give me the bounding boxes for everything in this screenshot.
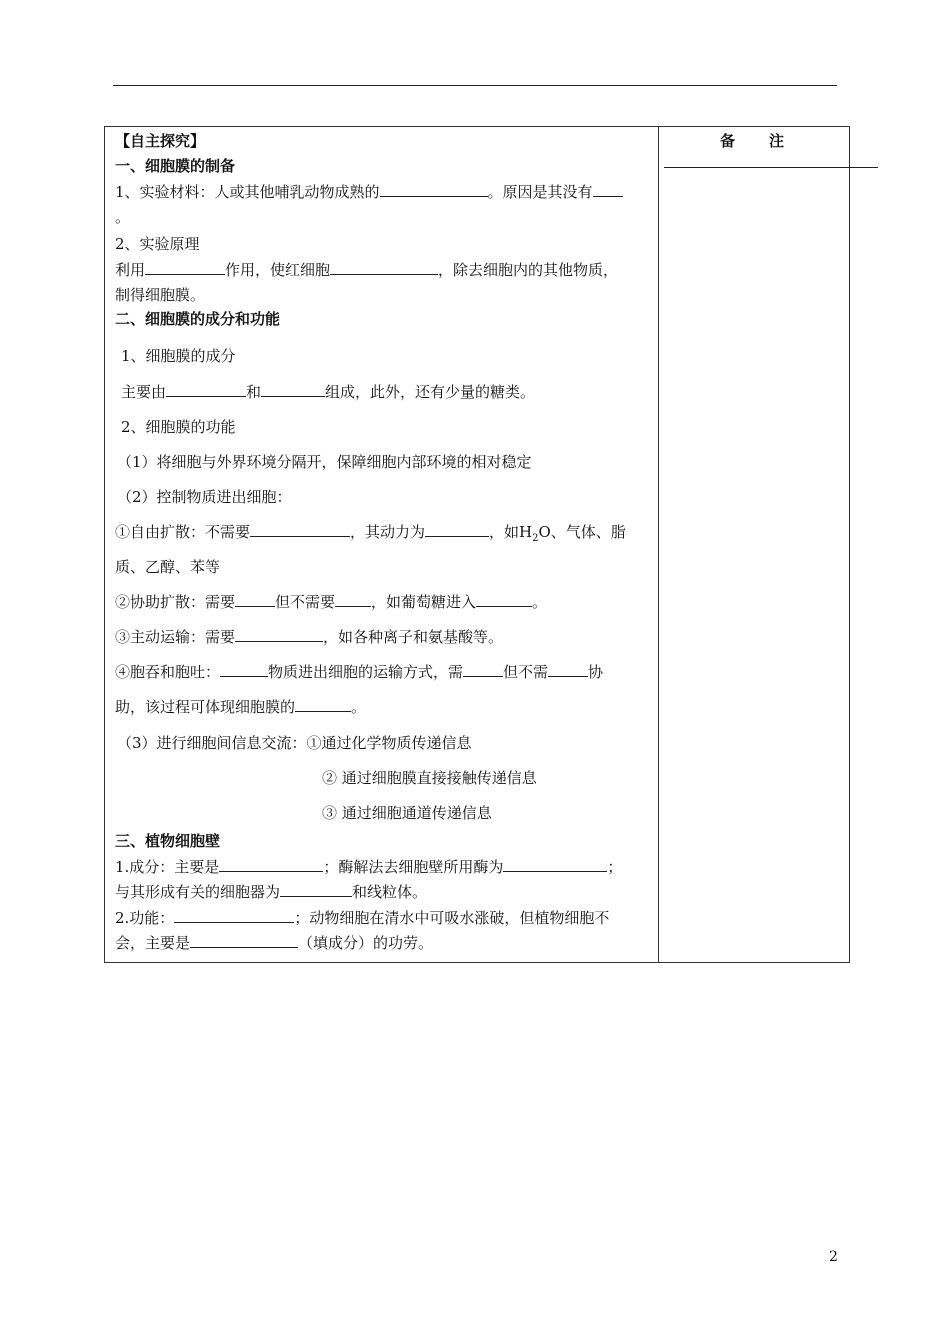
fill-blank[interactable] — [235, 592, 275, 607]
s2-line5: （2）控制物质进出细胞： — [117, 488, 292, 506]
fill-blank[interactable] — [220, 662, 268, 677]
section2-title: 二、细胞膜的成分和功能 — [115, 310, 281, 328]
page-number: 2 — [829, 1249, 838, 1265]
fill-blank[interactable] — [145, 260, 225, 275]
s1-line3: 利用 作用，使红细胞 ，除去细胞内的其他物质， — [115, 261, 619, 279]
s2-line14: ③ 通过细胞通道传递信息 — [322, 804, 492, 822]
fill-blank[interactable] — [174, 908, 294, 923]
s1-line1-end: 。 — [115, 208, 131, 226]
header-rule — [113, 85, 837, 86]
s3-line1: 1.成分：主要是 ；酶解法去细胞壁所用酶为 ； — [115, 858, 623, 876]
s2-line13: ② 通过细胞膜直接接触传递信息 — [322, 769, 537, 787]
s2-line8: ②协助扩散：需要 但不需要 ，如葡萄糖进入 。 — [115, 593, 548, 611]
s2-line6: ①自由扩散：不需要 ，其动力为 ，如$H_2O$、气体、脂 — [115, 523, 626, 544]
section1-title: 一、细胞膜的制备 — [115, 157, 236, 175]
fill-blank[interactable] — [476, 592, 532, 607]
s2-line11: 助，该过程可体现细胞膜的 。 — [115, 698, 367, 716]
fill-blank[interactable] — [503, 857, 607, 872]
fill-blank[interactable] — [235, 627, 323, 642]
fill-blank[interactable] — [380, 182, 488, 197]
section3-title: 三、植物细胞壁 — [115, 832, 221, 850]
s2-line12: （3）进行细胞间信息交流：①通过化学物质传递信息 — [117, 734, 472, 752]
s2-line1: 1、细胞膜的成分 — [121, 347, 236, 365]
s2-line7: 质、乙醇、苯等 — [115, 558, 221, 576]
s3-line4: 会，主要是 （填成分）的功劳。 — [115, 934, 434, 952]
s3-line2: 与其形成有关的细胞器为 和线粒体。 — [115, 883, 428, 901]
fill-blank[interactable] — [250, 522, 350, 537]
column-divider — [658, 126, 659, 963]
s1-line1: 1、实验材料：人或其他哺乳动物成熟的 。原因是其没有 — [115, 182, 623, 202]
fill-blank[interactable] — [295, 697, 351, 712]
fill-blank[interactable] — [425, 522, 489, 537]
fill-blank[interactable] — [190, 933, 298, 948]
s2-line10: ④胞吞和胞吐： 物质进出细胞的运输方式，需 但不需 协 — [115, 663, 604, 681]
s1-line2: 2、实验原理 — [115, 235, 200, 253]
s2-line3: 2、细胞膜的功能 — [121, 418, 236, 436]
s3-line3: 2.功能： ；动物细胞在清水中可吸水涨破，但植物细胞不 — [115, 909, 610, 927]
fill-blank[interactable] — [280, 882, 352, 897]
fill-blank[interactable] — [261, 382, 325, 397]
s2-line9: ③主动运输：需要 ，如各种离子和氨基酸等。 — [115, 628, 504, 646]
fill-blank[interactable] — [335, 592, 371, 607]
section-heading: 【自主探究】 — [115, 132, 206, 150]
s1-line4: 制得细胞膜。 — [115, 286, 206, 304]
notes-column-title: 备 注 — [720, 132, 785, 150]
s2-line2: 主要由 和 组成，此外，还有少量的糖类。 — [121, 383, 536, 401]
fill-blank[interactable] — [166, 382, 246, 397]
notes-rule — [664, 167, 878, 168]
fill-blank[interactable] — [219, 857, 323, 872]
fill-blank[interactable] — [548, 662, 588, 677]
fill-blank[interactable] — [330, 260, 438, 275]
fill-blank[interactable] — [463, 662, 503, 677]
fill-blank[interactable] — [593, 182, 623, 197]
s2-line4: （1）将细胞与外界环境分隔开，保障细胞内部环境的相对稳定 — [117, 453, 532, 471]
